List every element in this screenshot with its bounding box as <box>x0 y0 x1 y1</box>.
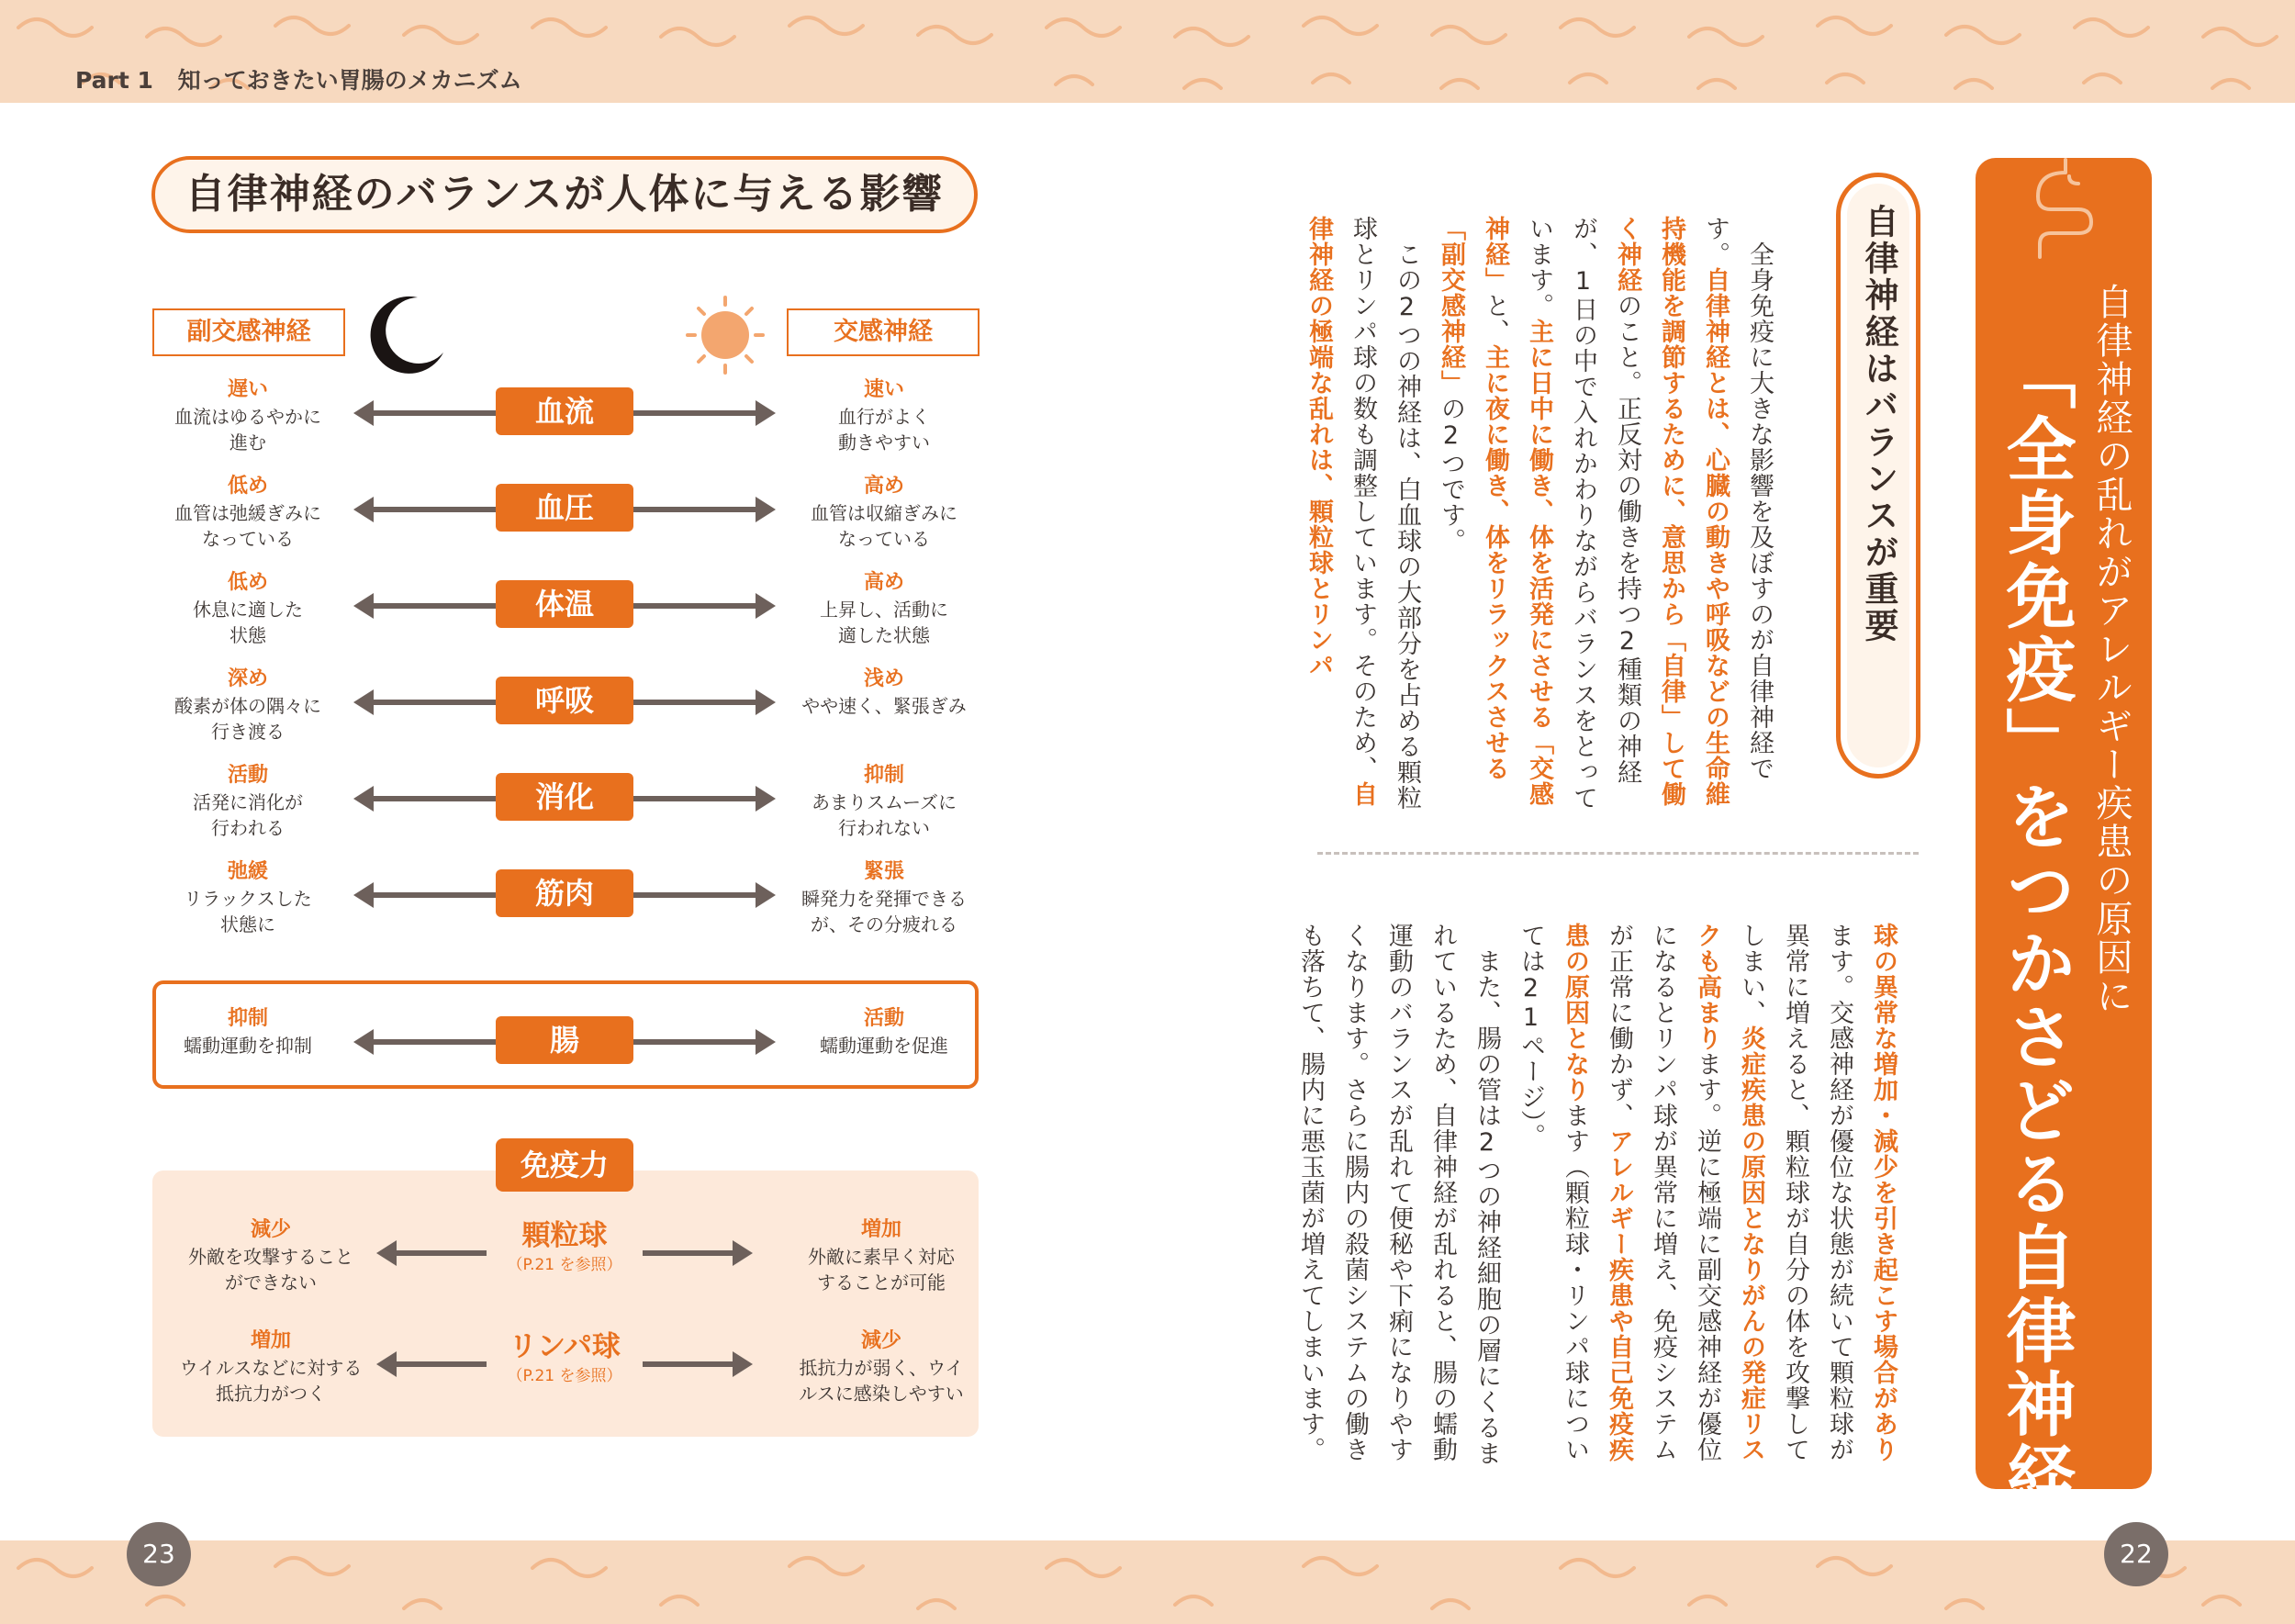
page-reference: （P.21 を参照） <box>507 1367 622 1385</box>
diagram-row-digestion <box>0 762 1010 854</box>
right-head: 浅め <box>863 667 904 690</box>
body-highlight: 主に夜に働き、体をリラックスさせる「副交感神経」 <box>1437 216 1509 781</box>
right-head: 抑制 <box>863 764 904 787</box>
center-label <box>487 1216 643 1275</box>
right-desc-1: 瞬発力を発揮できる <box>801 888 967 910</box>
right-desc-2: なっている <box>838 528 930 550</box>
left-desc-2: 行き渡る <box>211 721 285 743</box>
right-cell <box>769 762 999 841</box>
body-text: この2つの神経は、白血球の大部分を占める顆粒球とリンパ球の数も調整しています。そのため、 <box>1349 216 1421 811</box>
sun-icon <box>684 294 767 376</box>
left-cell <box>151 1327 390 1406</box>
wave-pattern <box>0 1540 2295 1624</box>
headline-subtitle: 自律神経の乱れがアレルギー疾患の原因に <box>2090 283 2133 1015</box>
intestine-icon <box>2020 156 2111 266</box>
center-label <box>487 1327 643 1386</box>
left-cell <box>133 376 363 455</box>
right-desc: 蠕動運動を促進 <box>820 1035 948 1057</box>
body-text: ます（顆粒球・リンパ球については21ページ）。 <box>1517 923 1589 1462</box>
right-cell <box>769 1005 999 1058</box>
right-head: 活動 <box>863 1007 904 1030</box>
left-desc-1: 酸素が体の隅々に <box>174 695 321 717</box>
body-text: ます。交感神経が優位な状態が続いて顆粒球が異常に増えると、顆粒球が自分の体を攻撃してしまい、 <box>1737 923 1853 1462</box>
left-head: 低め <box>227 475 268 498</box>
left-desc-1: 血管は弛緩ぎみに <box>174 502 321 524</box>
left-head: 弛緩 <box>227 860 268 883</box>
article-body-upper <box>1285 216 1781 812</box>
running-head <box>75 62 522 95</box>
right-desc-1: やや速く、緊張ぎみ <box>801 695 967 717</box>
body-highlight: 主に日中に働き、体を活発にさせる「交感神経」 <box>1481 216 1553 807</box>
body-highlight: アレルギー疾患や自己免疫疾患の原因となり <box>1561 923 1633 1462</box>
left-desc-2: 行われる <box>211 817 285 839</box>
left-head: 増加 <box>250 1329 291 1352</box>
right-head: 減少 <box>860 1329 901 1352</box>
right-cell <box>762 1216 1001 1295</box>
right-desc-1: 血行がよく <box>838 406 930 428</box>
left-desc-1: 血流はゆるやかに <box>174 406 321 428</box>
left-cell <box>133 666 363 745</box>
left-desc-1: リラックスした <box>184 888 312 910</box>
right-cell <box>762 1327 1001 1406</box>
right-desc-1: 外敵に素早く対応 <box>808 1246 955 1268</box>
diagram-row-blood-pressure <box>0 473 1010 565</box>
headline-main: 「全身免疫」をつかさどる自律神経 <box>1995 340 2077 1515</box>
right-head: 増加 <box>860 1218 901 1241</box>
section-divider <box>1317 852 1919 855</box>
left-head: 深め <box>227 667 268 690</box>
diagram-row-blood-flow <box>0 376 1010 468</box>
body-highlight: 炎症疾患の原因となりがんの発症リスクも高まり <box>1693 923 1765 1462</box>
diagram-row-body-temperature <box>0 569 1010 661</box>
cell-name: リンパ球 <box>509 1330 621 1363</box>
center-label: 腸 <box>496 1016 633 1064</box>
left-desc-2: ができない <box>225 1271 317 1294</box>
right-cell <box>769 376 999 455</box>
bottom-decorative-band <box>0 1540 2295 1624</box>
diagram-title: 自律神経のバランスが人体に与える影響 <box>151 156 978 233</box>
right-desc-2: が、その分疲れる <box>811 913 957 935</box>
center-label: 血圧 <box>496 484 633 532</box>
left-desc-1: 休息に適した <box>193 599 303 621</box>
right-desc-1: 抵抗力が弱く、ウイ <box>799 1357 964 1379</box>
chapter-title: 知っておきたい胃腸のメカニズム <box>177 67 522 94</box>
immunity-row-granulocytes <box>0 1216 1010 1317</box>
right-cell <box>769 473 999 552</box>
left-desc-2: 進む <box>230 431 266 454</box>
center-label: 消化 <box>496 773 633 821</box>
right-desc-1: 上昇し、活動に <box>820 599 948 621</box>
sympathetic-label: 交感神経 <box>787 308 980 356</box>
center-label: 呼吸 <box>496 677 633 724</box>
left-cell <box>133 569 363 648</box>
right-desc-2: 適した状態 <box>838 624 930 646</box>
diagram-row-muscles <box>0 858 1010 950</box>
left-head: 活動 <box>227 764 268 787</box>
page-reference: （P.21 を参照） <box>507 1256 622 1274</box>
page-number-left: 23 <box>127 1522 191 1586</box>
left-cell <box>133 1005 363 1058</box>
left-desc: 蠕動運動を抑制 <box>184 1035 312 1057</box>
body-text: の2つです。 <box>1437 396 1465 554</box>
right-desc-2: ルスに感染しやすい <box>799 1383 964 1405</box>
section-title: 自律神経はバランスが重要 <box>1859 204 1898 644</box>
right-desc-2: 動きやすい <box>838 431 930 454</box>
center-label: 筋肉 <box>496 869 633 917</box>
right-head: 速い <box>863 378 904 401</box>
left-head: 減少 <box>250 1218 291 1241</box>
left-desc-2: 状態 <box>230 624 266 646</box>
body-text: また、腸の管は2つの神経細胞の層にくるまれているため、自律神経が乱れると、腸の蠕動運動のバランスが乱れて便秘や下痢になりやすくなります。さらに腸内の殺菌システムの働きも落ちて、腸内に悪玉菌が増えてしまいます。 <box>1296 923 1501 1466</box>
body-text: ます。逆に極端に副交感神経が優位になるとリンパ球が異常に増え、免疫システムが正常に働かず、 <box>1605 923 1721 1462</box>
body-text: のこと。正反対の働きを持つ2種類の神経が、1日の中で入れかわりながらバランスをとっています。 <box>1525 216 1641 811</box>
right-desc-1: 血管は収縮ぎみに <box>811 502 957 524</box>
immunity-title: 免疫力 <box>496 1138 633 1192</box>
center-label: 体温 <box>496 580 633 628</box>
diagram-row-breathing <box>0 666 1010 757</box>
left-head: 遅い <box>227 378 268 401</box>
body-text: 全身免疫に大きな影響を及ぼすのが自律神経です。 <box>1701 216 1774 781</box>
left-cell <box>133 473 363 552</box>
left-desc-1: 外敵を攻撃すること <box>188 1246 353 1268</box>
article-body-lower <box>1281 923 1905 1483</box>
left-cell <box>133 858 363 937</box>
left-head: 抑制 <box>227 1007 268 1030</box>
center-label: 血流 <box>496 387 633 435</box>
cell-name: 顆粒球 <box>521 1219 608 1252</box>
left-desc-2: 状態に <box>220 913 275 935</box>
part-label: Part 1 <box>75 67 153 94</box>
left-cell <box>133 762 363 841</box>
left-cell <box>151 1216 390 1295</box>
left-desc-2: 抵抗力がつく <box>216 1383 326 1405</box>
body-highlight: 自律神経の極端な乱れは、顆粒球とリンパ <box>1304 216 1377 807</box>
body-highlight: 自律神経とは、心臓の動きや呼吸などの生命維持機能を調節するために、意思から「自律」して働く神経 <box>1613 216 1730 807</box>
right-desc-2: することが可能 <box>817 1271 946 1294</box>
page-number-right: 22 <box>2104 1522 2168 1586</box>
right-desc-2: 行われない <box>838 817 930 839</box>
right-head: 高め <box>863 571 904 594</box>
left-desc-1: 活発に消化が <box>193 791 303 813</box>
immunity-row-lymphocytes <box>0 1327 1010 1428</box>
body-text: と、 <box>1481 293 1509 344</box>
right-cell <box>769 666 999 719</box>
right-head: 高め <box>863 475 904 498</box>
right-cell <box>769 858 999 937</box>
body-highlight: 球の異常な増加・減少を引き起こす場合があり <box>1869 923 1898 1462</box>
left-desc-2: なっている <box>202 528 294 550</box>
parasympathetic-label: 副交感神経 <box>152 308 345 356</box>
diagram-row-gut <box>0 1005 1010 1097</box>
moon-icon <box>363 292 447 376</box>
left-head: 低め <box>227 571 268 594</box>
right-desc-1: あまりスムーズに <box>812 791 957 813</box>
left-desc-1: ウイルスなどに対する <box>179 1357 363 1379</box>
right-head: 緊張 <box>863 860 904 883</box>
right-cell <box>769 569 999 648</box>
